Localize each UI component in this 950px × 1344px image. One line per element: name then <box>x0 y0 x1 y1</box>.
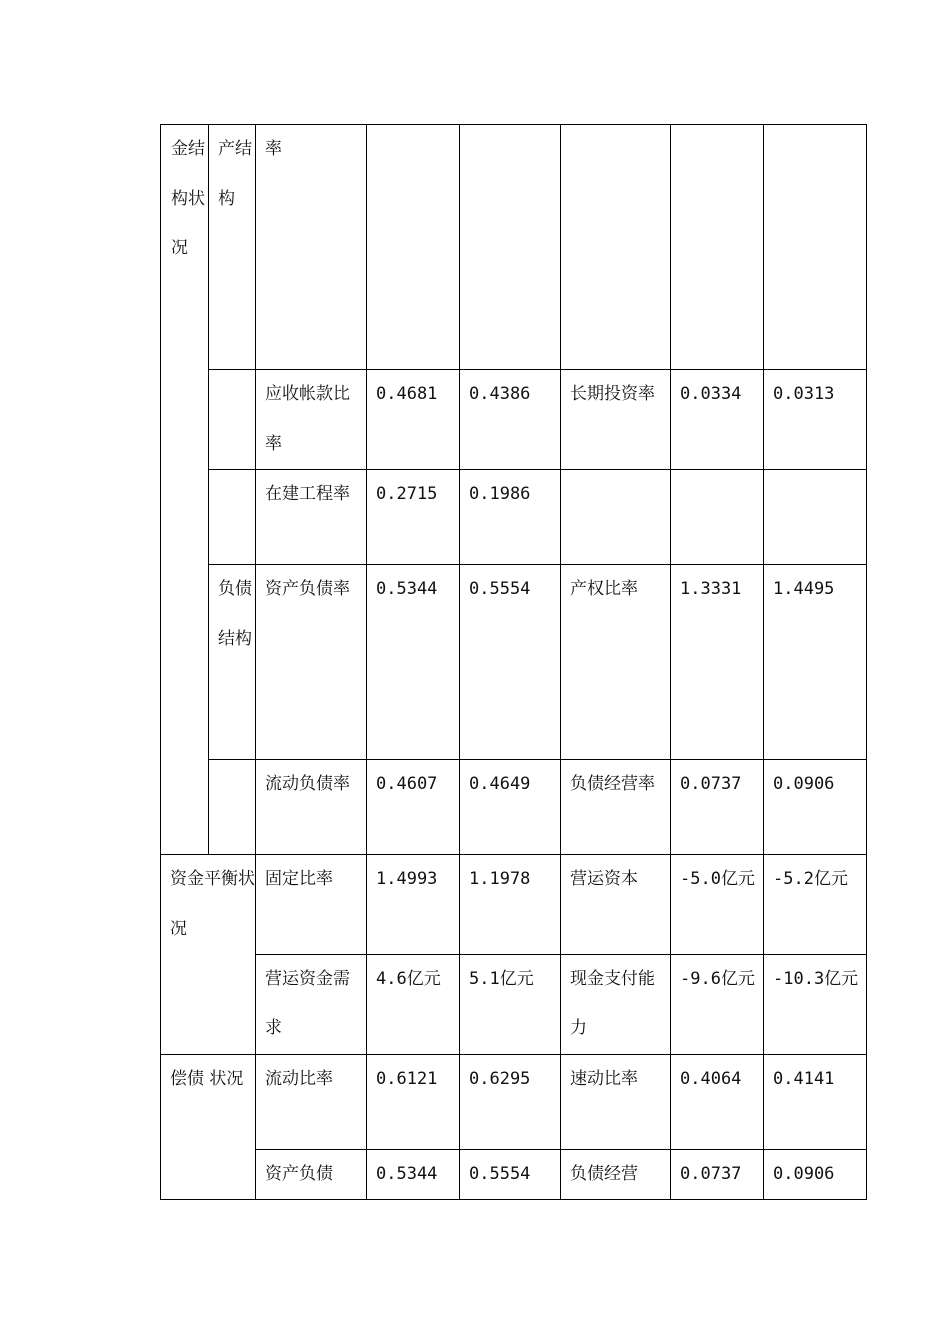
metric-label: 现金支付能力 <box>561 954 671 1054</box>
metric-value: 0.4141 <box>764 1054 867 1149</box>
metric-label <box>561 470 671 565</box>
row-label-group <box>161 760 209 855</box>
metric-value: 0.5554 <box>460 565 561 760</box>
metric-value: 0.6121 <box>367 1054 460 1149</box>
row-label-subgroup: 负债结构 <box>209 565 256 760</box>
metric-label: 资产负债率 <box>256 565 367 760</box>
metric-value: 0.0334 <box>671 370 764 470</box>
metric-value <box>367 125 460 370</box>
metric-value: 0.5344 <box>367 565 460 760</box>
metric-label: 产权比率 <box>561 565 671 760</box>
metric-value: 0.1986 <box>460 470 561 565</box>
metric-value: -9.6亿元 <box>671 954 764 1054</box>
metric-value <box>764 125 867 370</box>
row-label-subgroup <box>209 470 256 565</box>
metric-label: 速动比率 <box>561 1054 671 1149</box>
metric-value: 0.6295 <box>460 1054 561 1149</box>
metric-label: 长期投资率 <box>561 370 671 470</box>
row-label-subgroup <box>209 370 256 470</box>
metric-value: 0.4681 <box>367 370 460 470</box>
metric-value: 0.0906 <box>764 1149 867 1200</box>
metric-value <box>671 470 764 565</box>
metric-value: 0.4386 <box>460 370 561 470</box>
metric-value: 0.0737 <box>671 760 764 855</box>
financial-ratio-table <box>160 124 867 1200</box>
metric-value: 0.0906 <box>764 760 867 855</box>
metric-value: 0.0313 <box>764 370 867 470</box>
metric-value: 0.4064 <box>671 1054 764 1149</box>
table-row <box>161 470 867 565</box>
metric-value <box>764 470 867 565</box>
metric-value: 1.3331 <box>671 565 764 760</box>
table-row <box>161 1054 867 1149</box>
metric-label: 营运资本 <box>561 855 671 955</box>
row-label-subgroup <box>209 760 256 855</box>
metric-label: 负债经营率 <box>561 760 671 855</box>
metric-label: 固定比率 <box>256 855 367 955</box>
row-label-group <box>161 565 209 760</box>
metric-value: 0.4649 <box>460 760 561 855</box>
table-row <box>161 370 867 470</box>
metric-value: 0.5554 <box>460 1149 561 1200</box>
row-label-group <box>161 954 256 1054</box>
row-label-group <box>161 1149 256 1200</box>
metric-label: 率 <box>256 125 367 370</box>
metric-value: 0.4607 <box>367 760 460 855</box>
metric-value: 4.6亿元 <box>367 954 460 1054</box>
table-row <box>161 125 867 370</box>
metric-label: 应收帐款比率 <box>256 370 367 470</box>
metric-label: 营运资金需求 <box>256 954 367 1054</box>
metric-value: 1.4993 <box>367 855 460 955</box>
table-row <box>161 954 867 1054</box>
table-row <box>161 565 867 760</box>
table-row <box>161 760 867 855</box>
row-label-group <box>161 370 209 470</box>
metric-label: 在建工程率 <box>256 470 367 565</box>
metric-label: 资产负债 <box>256 1149 367 1200</box>
metric-value: 5.1亿元 <box>460 954 561 1054</box>
metric-label: 流动负债率 <box>256 760 367 855</box>
metric-value: 0.0737 <box>671 1149 764 1200</box>
metric-value: 0.2715 <box>367 470 460 565</box>
metric-value: -5.2亿元 <box>764 855 867 955</box>
row-label-group: 偿债 状况 <box>161 1054 256 1149</box>
row-label-subgroup: 产结构 <box>209 125 256 370</box>
metric-value <box>460 125 561 370</box>
row-label-group: 资金平衡状况 <box>161 855 256 955</box>
metric-value: 1.1978 <box>460 855 561 955</box>
metric-value: -10.3亿元 <box>764 954 867 1054</box>
metric-value: -5.0亿元 <box>671 855 764 955</box>
metric-label: 流动比率 <box>256 1054 367 1149</box>
metric-label: 负债经营 <box>561 1149 671 1200</box>
metric-label <box>561 125 671 370</box>
metric-value: 0.5344 <box>367 1149 460 1200</box>
metric-value <box>671 125 764 370</box>
table-row <box>161 1149 867 1200</box>
row-label-group: 金结构状况 <box>161 125 209 370</box>
row-label-group <box>161 470 209 565</box>
table-row <box>161 855 867 955</box>
metric-value: 1.4495 <box>764 565 867 760</box>
